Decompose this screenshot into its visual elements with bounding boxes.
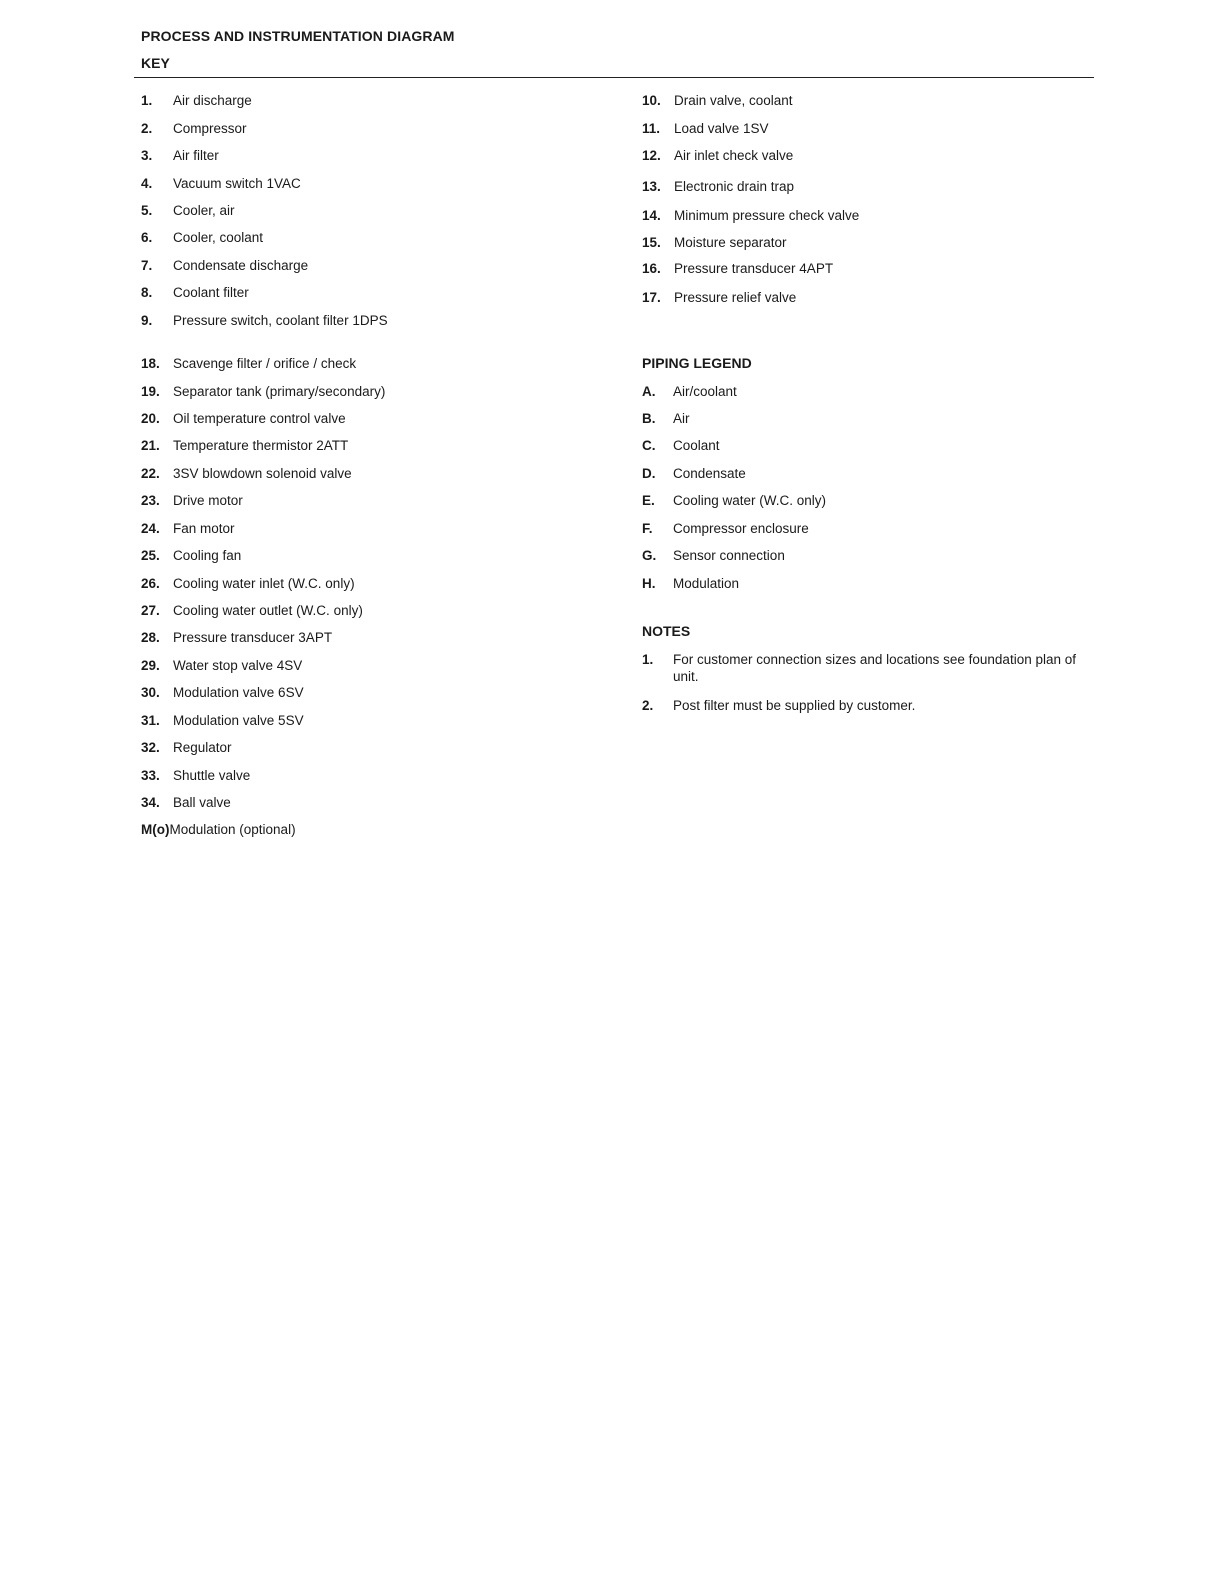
- item-label: Modulation (optional): [169, 822, 296, 837]
- item-label: 3SV blowdown solenoid valve: [173, 466, 352, 481]
- item-number: 31.: [141, 713, 160, 728]
- item-label: Cooling fan: [173, 548, 242, 563]
- item-label: Regulator: [173, 740, 232, 755]
- item-number: 5.: [141, 203, 153, 218]
- item-number: 27.: [141, 603, 160, 618]
- item-label: Air filter: [173, 148, 219, 163]
- item-number: 34.: [141, 795, 160, 810]
- item-number: 33.: [141, 768, 160, 783]
- item-label: Compressor: [173, 121, 247, 136]
- key-heading: KEY: [141, 55, 170, 71]
- item-number: 14.: [642, 208, 661, 223]
- item-number: 30.: [141, 685, 160, 700]
- item-number: 23.: [141, 493, 160, 508]
- legend-letter: F.: [642, 521, 653, 536]
- note-number: 1.: [642, 652, 654, 667]
- item-label: Shuttle valve: [173, 768, 251, 783]
- item-label: Modulation valve 5SV: [173, 713, 304, 728]
- item-label: Pressure transducer 4APT: [674, 261, 834, 276]
- legend-letter: G.: [642, 548, 657, 563]
- legend-label: Compressor enclosure: [673, 521, 809, 536]
- notes-heading: NOTES: [642, 623, 691, 639]
- legend-letter: H.: [642, 576, 656, 591]
- item-label: Drive motor: [173, 493, 243, 508]
- legend-label: Condensate: [673, 466, 746, 481]
- divider: [134, 77, 1094, 78]
- item-label: Condensate discharge: [173, 258, 309, 273]
- item-label: Coolant filter: [173, 285, 249, 300]
- item-label: Cooler, air: [173, 203, 235, 218]
- item-label: Separator tank (primary/secondary): [173, 384, 386, 399]
- legend-label: Air: [673, 411, 690, 426]
- item-label: Water stop valve 4SV: [173, 658, 303, 673]
- item-label: Load valve 1SV: [674, 121, 769, 136]
- item-label: Temperature thermistor 2ATT: [173, 438, 349, 453]
- item-number: 22.: [141, 466, 160, 481]
- legend-letter: D.: [642, 466, 656, 481]
- legend-letter: E.: [642, 493, 655, 508]
- item-number: 3.: [141, 148, 153, 163]
- item-number: 10.: [642, 93, 661, 108]
- item-number: 29.: [141, 658, 160, 673]
- item-number: 25.: [141, 548, 160, 563]
- legend-label: Air/coolant: [673, 384, 737, 399]
- legend-label: Sensor connection: [673, 548, 785, 563]
- item-number: 28.: [141, 630, 160, 645]
- item-number: 15.: [642, 235, 661, 250]
- item-label: Air discharge: [173, 93, 252, 108]
- item-number: 4.: [141, 176, 153, 191]
- piping-legend-heading: PIPING LEGEND: [642, 355, 752, 371]
- item-number: 19.: [141, 384, 160, 399]
- item-number: M(o): [141, 822, 170, 837]
- legend-label: Cooling water (W.C. only): [673, 493, 827, 508]
- item-label: Pressure switch, coolant filter 1DPS: [173, 313, 388, 328]
- page-title: PROCESS AND INSTRUMENTATION DIAGRAM: [141, 28, 455, 44]
- item-label: Scavenge filter / orifice / check: [173, 356, 357, 371]
- item-number: 21.: [141, 438, 160, 453]
- item-label: Pressure relief valve: [674, 290, 797, 305]
- item-number: 13.: [642, 179, 661, 194]
- item-number: 26.: [141, 576, 160, 591]
- item-label: Pressure transducer 3APT: [173, 630, 333, 645]
- legend-label: Coolant: [673, 438, 720, 453]
- item-label: Ball valve: [173, 795, 231, 810]
- item-label: Cooling water outlet (W.C. only): [173, 603, 363, 618]
- note-number: 2.: [642, 698, 654, 713]
- item-number: 9.: [141, 313, 153, 328]
- legend-letter: B.: [642, 411, 656, 426]
- item-label: Drain valve, coolant: [674, 93, 793, 108]
- item-number: 8.: [141, 285, 153, 300]
- item-label: Cooling water inlet (W.C. only): [173, 576, 355, 591]
- item-number: 7.: [141, 258, 153, 273]
- item-number: 32.: [141, 740, 160, 755]
- item-number: 11.: [642, 121, 661, 136]
- legend-letter: A.: [642, 384, 656, 399]
- item-number: 20.: [141, 411, 160, 426]
- item-number: 17.: [642, 290, 661, 305]
- item-number: 16.: [642, 261, 661, 276]
- note-text: For customer connection sizes and locations see foundation plan of unit.: [673, 652, 1076, 684]
- item-number: 18.: [141, 356, 160, 371]
- item-number: 24.: [141, 521, 160, 536]
- item-label: Cooler, coolant: [173, 230, 264, 245]
- item-label: Fan motor: [173, 521, 235, 536]
- legend-letter: C.: [642, 438, 656, 453]
- item-number: 1.: [141, 93, 153, 108]
- item-number: 6.: [141, 230, 153, 245]
- modulation-optional-item: [141, 821, 296, 839]
- item-label: Air inlet check valve: [674, 148, 794, 163]
- note-text: Post filter must be supplied by customer.: [673, 698, 916, 713]
- item-label: Modulation valve 6SV: [173, 685, 304, 700]
- item-number: 12.: [642, 148, 661, 163]
- item-number: 2.: [141, 121, 153, 136]
- item-label: Moisture separator: [674, 235, 787, 250]
- item-label: Electronic drain trap: [674, 179, 795, 194]
- item-label: Minimum pressure check valve: [674, 208, 860, 223]
- legend-label: Modulation: [673, 576, 740, 591]
- item-label: Vacuum switch 1VAC: [173, 176, 301, 191]
- item-label: Oil temperature control valve: [173, 411, 346, 426]
